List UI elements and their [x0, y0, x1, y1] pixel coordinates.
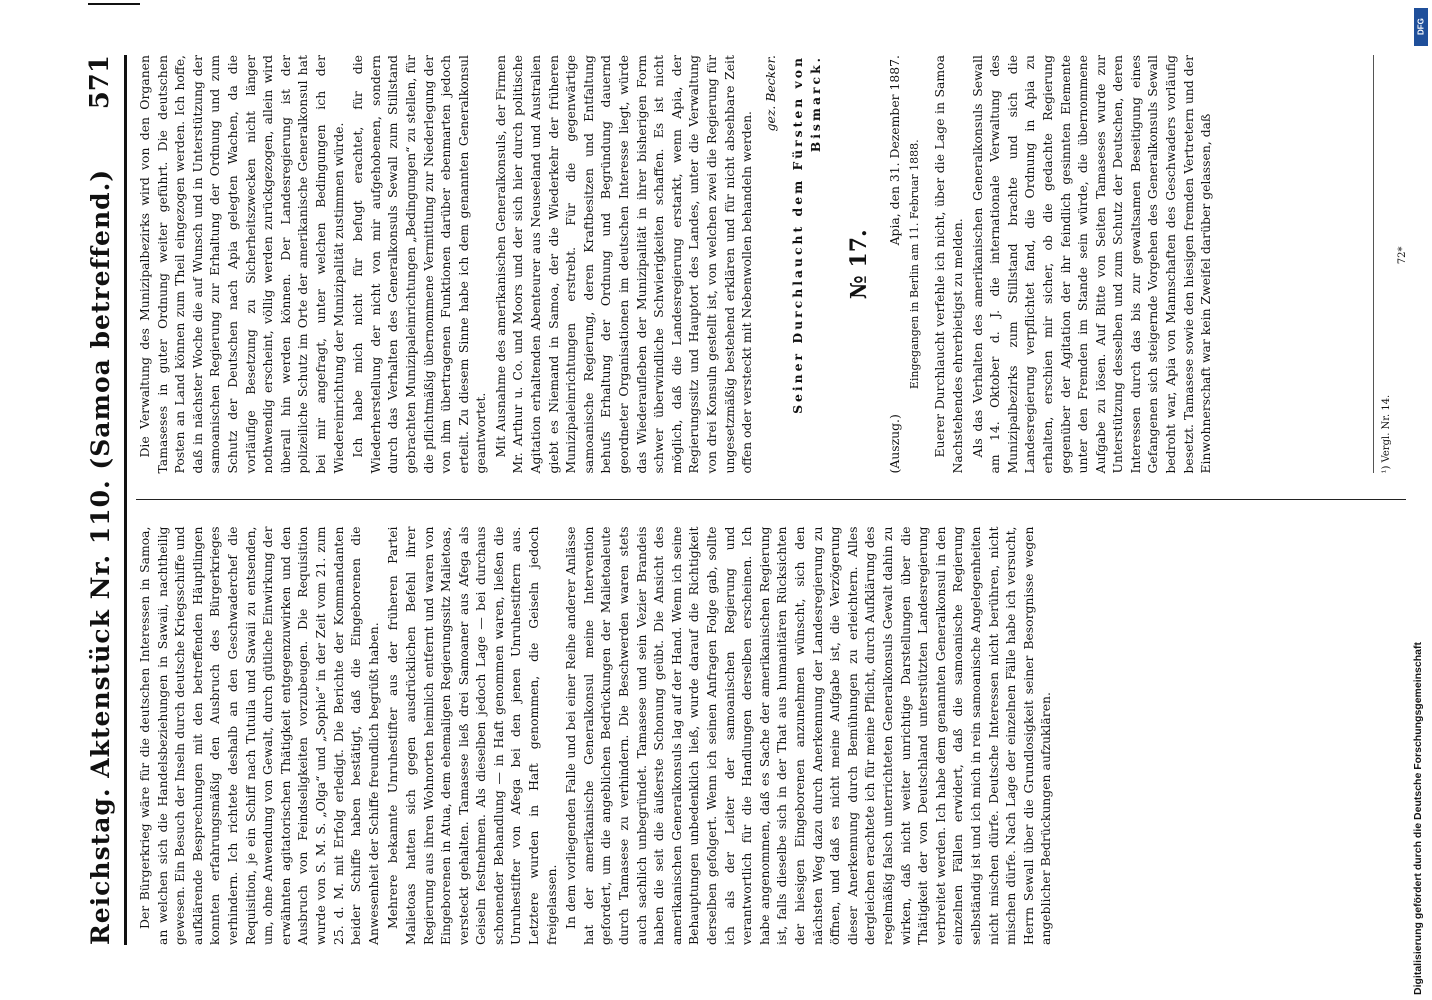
top-rule: [88, 3, 140, 5]
paragraph: In dem vorliegenden Falle und bei einer Reihe anderer Anlässe hat der amerikanische Generalkonsul meine Intervention gefordert, um die angeblichen Bedrückungen der Malietoaleute durch Tamasese zu verhindern. Die Beschwerden waren stets auch sachlich unbegründet. Tamasese und sein Vezier Brandeis haben die seit die äußerste Schonung geübt. Die Ansicht des amerikanischen Generalkonsuls lag auf der Hand. Wenn ich seine Behauptungen unbedenklich ließ, wurde darauf die Richtigkeit derselben gefolgert. Wenn ich seinen Anfragen Folge gab, sollte ich als der Leiter der samoanischen Regierung und verantwortlich für die Handlungen derselben erscheinen. Ich habe angenommen, daß es Sache der amerikanischen Regierung ist, falls dieselbe sich in der That aus humanitären Rücksichten der hiesigen Eingeborenen anzunehmen wünscht, sich den nächsten Weg dazu durch Anerkennung der Landesregierung zu öffnen, und daß es nicht meine Aufgabe ist, die Verzögerung dieser Anerkennung durch Bemühungen zu erleichtern. Alles dergleichen erachtete ich für meine Pflicht, durch Aufklärung des regelmäßig falsch unterrichteten Generalkonsuls Gewalt dahin zu wirken, daß nicht weiter unrichtige Darstellungen über die Thätigkeit der von Deutschland unterstützten Landesregierung verbreitet werden. Ich habe dem genannten Generalkonsul in den einzelnen Fällen erwidert, daß die samoanische Regierung selbständig ist und ich mich in rein samoanische Angelegenheiten nicht mischen dürfe. Deutsche Interessen nicht berühren, nicht mischen dürfe. Nach Lage der einzelnen Fälle habe ich versucht, Herrn Sewall über die Grundlosigkeit seiner Besorgnisse wegen angeblicher Bedrückungen aufzuklären.: [563, 526, 1054, 945]
signature-mark: 72*: [1397, 246, 1409, 265]
scanned-page: [36, 35, 1432, 975]
paragraph: Als das Verhalten des amerikanischen Generalkonsuls Sewall am 14. Oktober d. J. die internationale Verwaltung des Munizipalbezirks zum Stillstand brachte und sich die Landesregierung verpflichtet fand, die Ordnung in Apia zu erhalten, erschien mir sicher, ob die gedachte Regierung gegenüber der Agitation der ihr feindlich gesinnten Elemente unter den Fremden im Stande sein würde, die übernommene Aufgabe zu lösen. Auf Bitte von Seiten Tamaseses wurde zur Unterstützung desselben und zum Schutz der Deutschen, deren Interessen durch das bis zur gewaltsamen Beseitigung eines Gefangenen sich steigernde Vorgehen des Generalkonsuls Sewall bedroht war, Apia von Mannschaften des Geschwaders vorläufig besetzt. Tamasese sowie den hiesigen fremden Vertretern und der Einwohnerschaft war kein Zweifel darüber gelassen, daß: [969, 55, 1214, 474]
footnote: ¹) Vergl. Nr. 14.: [1373, 55, 1396, 474]
paragraph: Mit Ausnahme des amerikanischen Generalkonsuls, der Firmen Mr. Arthur u. Co. und Moors und der sich hier durch politische Agitation erhaltenden Abenteurer aus Neuseeland und Australien giebt es Niemand in Samoa, der die Wiederkehr der früheren Munizipaleinrichtungen erstrebt. Für die gegenwärtige samoanische Regierung, deren Kraftbesitzen und Entfaltung behufs Erhaltung der Ordnung und Begründung dauernd geordneter Organisationen im deutschen Interesse liegt, würde das Wiederaufleben der Munizipalität in ihrer bisherigen Form schwer überwindliche Schwierigkeiten schaffen. Es ist nicht möglich, daß die Landesregierung erstarkt, wenn Apia, der Regierungssitz und Hauptort des Landes, unter die Verwaltung von drei Konsuln gestellt ist, von welchen zwei die Regierung für ungesetzmäßig bestehend erklären und für nicht absehbare Zeit offen oder versteckt mit Nebenwollen behandeln werden.: [492, 55, 755, 474]
excerpt-marker: (Auszug.): [887, 414, 903, 474]
date: Apia, den 31. Dezember 1887.: [887, 55, 903, 246]
column-divider: [136, 500, 1406, 501]
dfg-logo: DFG: [1414, 8, 1428, 46]
text-columns: [136, 55, 1409, 945]
page-number: 571: [85, 55, 115, 110]
received-note: Eingegangen in Berlin am 11. Februar 1888.: [907, 139, 921, 390]
right-column: [136, 55, 1409, 474]
document-number: № 17.: [845, 229, 872, 300]
paragraph: Ich habe mich nicht für befugt erachtet, für die Wiederherstellung der nicht von mir aufgehobenen, sondern durch das Verhalten des Generalkonsuls Sewall zum Stillstand gebrachten Munizipaleinrichtungen „Bedingungen“ zu stellen, für die pflichtmäßig übernommene Vermittlung zur Niederlegung der von ihm übertragenen Funktionen darüber ebenmarten jedoch erteilt. Zu diesem Sinne habe ich dem genannten Generalkonsul geantwortet.: [350, 55, 489, 474]
running-title: Reichstag. Aktenstück Nr. 110. (Samoa betreffend.): [85, 168, 115, 945]
dateline: [886, 55, 904, 474]
addressee: Seiner Durchlaucht dem Fürsten von Bismarck.: [790, 55, 823, 414]
page-header: [76, 55, 127, 945]
paragraph: Mehrere bekannte Unruhestifter aus der früheren Partei Malietoas hatten sich gegen ausdrücklichen Befehl ihrer Regierung aus ihren Wohnorten heimlich entfernt und waren von Eingeborenen in Atua, dem ehemaligen Regierungssitz Malietoas, versteckt gehalten. Tamasese ließ drei Samoaner aus Afega als Geiseln festnehmen. Als dieselben jedoch Lage — bei durchaus schonender Behandlung — in Haft genommen waren, ließen die Unruhestifter von Afega bei den jenen Unruhestiftern aus. Letztere wurden in Haft genommen, die Geiseln jedoch freigelassen.: [385, 526, 559, 945]
paragraph: Euerer Durchlaucht verfehle ich nicht, über die Lage in Samoa Nachstehendes ehrerbietigst zu melden.: [932, 55, 965, 474]
paragraph: Der Bürgerkrieg wäre für die deutschen Interessen in Samoa, an welchen sich die Handelsbeziehungen in Sawaii, nachtheilig gewesen. Ein Besuch der Inseln durch deutsche Kriegsschiffe und aufklärende Besprechungen mit den betreffenden Häuptlingen konnten erfahrungsmäßig den Ausbruch des Bürgerkrieges verhindern. Ich richtete deshalb an den Geschwaderchef die Requisition, je ein Schiff nach Tutuila und Sawaii zu entsenden, um, ohne Anwendung von Gewalt, durch gütliche Einwirkung der erwähnten agitatorischen Thätigkeit entgegenzuwirken und den Ausbruch von Feindseligkeiten vorzubeugen. Die Requisition wurde von S. M. S. „Olga“ und „Sophie“ in der Zeit vom 21. zum 25. d. M. mit Erfolg erledigt. Die Berichte der Kommandanten beider Schiffe haben bestätigt, daß die Eingeborenen die Anwesenheit der Schiffe freundlich begrüßt haben.: [137, 526, 381, 945]
left-column: [136, 527, 1406, 946]
signature: gez. Becker.: [762, 55, 778, 132]
paragraph: Die Verwaltung des Munizipalbezirks wird von den Organen Tamaseses in guter Ordnung weiter geführt. Die deutschen Posten an Land können zum Theil eingezogen werden. Ich hoffe, daß in nächster Woche die auf Wunsch und in Unterstützung der samoanischen Regierung zur Erhaltung der Ordnung und zum Schutz der Deutschen nach Apia gelegten Wachen, da die vorläufige Besetzung zu Sicherheitszwecken nicht länger nothwendig erscheint, völlig werden zurückgezogen, allein wird überall hin werden können. Der Landesregierung ist der polizeiliche Schutz im Orte der amerikanische Generalkonsul hat bei mir angefragt, unter welchen Bedingungen ich der Wiedereinrichtung der Munizipalität zustimmen würde.: [137, 55, 346, 474]
digitization-note: Digitalisierung gefördert durch die Deutsche Forschungsgemeinschaft: [1412, 642, 1424, 995]
